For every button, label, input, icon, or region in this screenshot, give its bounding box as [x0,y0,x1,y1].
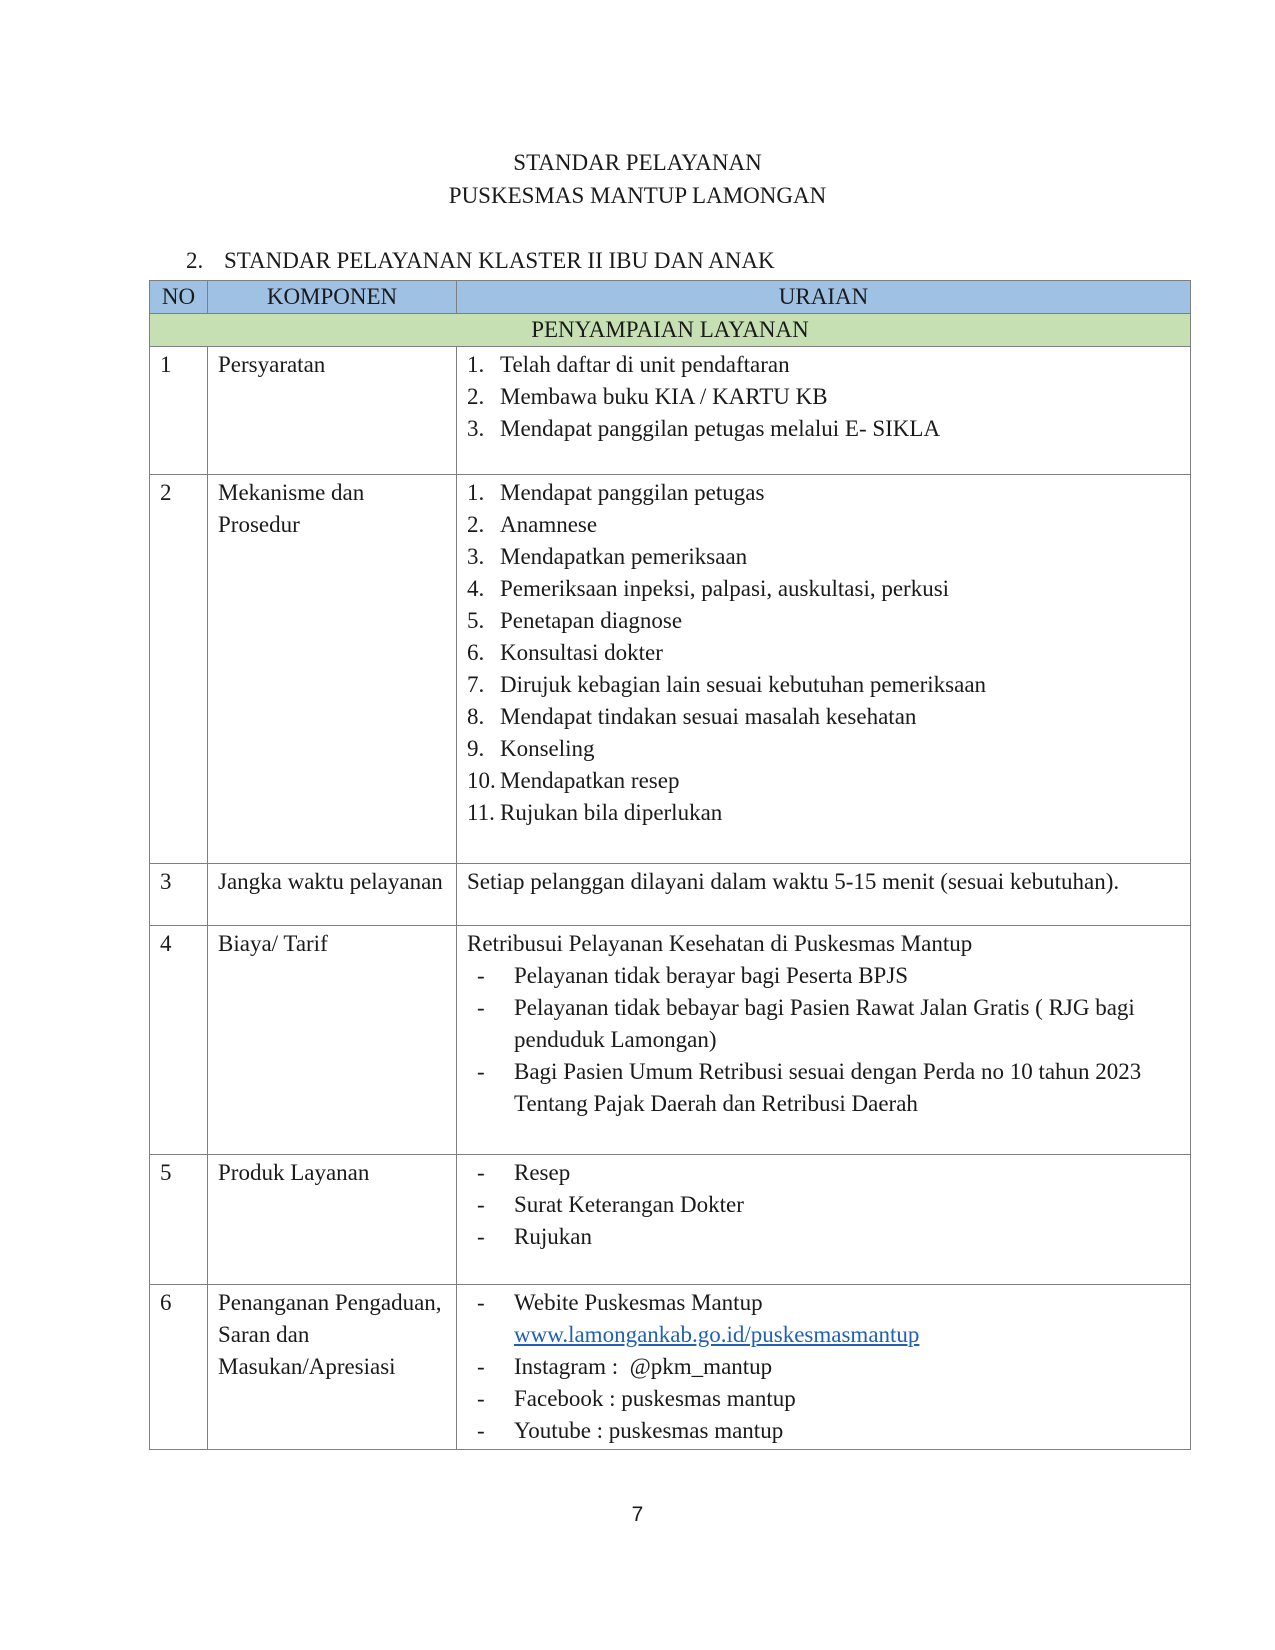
list-item: 10. Mendapatkan resep [467,768,680,793]
list-item: 9. Konseling [467,736,595,761]
subheader-penyampaian-layanan: PENYAMPAIAN LAYANAN [150,314,1191,347]
list-item: - Surat Keterangan Dokter [477,1192,744,1217]
document-subtitle: PUSKESMAS MANTUP LAMONGAN [448,183,827,208]
list-item: 5. Penetapan diagnose [467,608,683,633]
table-row [150,1155,1191,1285]
row-komponen: Biaya/ Tarif [208,926,457,1155]
list-item: - Pelayanan tidak bebayar bagi Pasien Rawat Jalan Gratis ( RJG bagi penduduk Lamongan) [477,995,1135,1052]
table-header-row [150,281,1191,314]
website-label: Webite Puskesmas Mantup [514,1290,763,1315]
list-item: - Facebook : puskesmas mantup [477,1386,796,1411]
header-komponen: KOMPONEN [208,281,457,314]
row-uraian [457,1155,1191,1285]
row-uraian [457,347,1191,475]
row-komponen: Penanganan Pengaduan, Saran dan Masukan/Apresiasi [208,1285,457,1450]
row-komponen: Mekanisme dan Prosedur [208,475,457,864]
section-number: 2. [186,248,204,273]
row-uraian [457,475,1191,864]
list-item: 3. Mendapat panggilan petugas melalui E- SIKLA [467,416,941,441]
list-item: - Instagram : @pkm_mantup [477,1354,773,1379]
table-row [150,926,1191,1155]
list-item: - Youtube : puskesmas mantup [477,1418,784,1443]
list-item: 4. Pemeriksaan inpeksi, palpasi, auskultasi, perkusi [467,576,950,601]
list-item: - Webite Puskesmas Mantup www.lamongankab.go.id/puskesmasmantup [477,1290,920,1347]
list-item: 1. Telah daftar di unit pendaftaran [467,352,790,377]
row-uraian: Setiap pelanggan dilayani dalam waktu 5-15 menit (sesuai kebutuhan). [457,864,1191,926]
table-row [150,347,1191,475]
row-uraian [457,1285,1191,1450]
row-komponen: Produk Layanan [208,1155,457,1285]
row-intro: Retribusui Pelayanan Kesehatan di Puskesmas Mantup [467,931,973,956]
header-no: NO [150,281,208,314]
list-item: 2. Membawa buku KIA / KARTU KB [467,384,828,409]
list-item: 2. Anamnese [467,512,598,537]
list-item: 11. Rujukan bila diperlukan [467,800,723,825]
list-item: - Pelayanan tidak berayar bagi Peserta BPJS [477,963,909,988]
row-uraian [457,926,1191,1155]
list-item: 7. Dirujuk kebagian lain sesuai kebutuhan pemeriksaan [467,672,987,697]
service-standard-table [149,280,1191,1450]
row-number: 6 [150,1285,208,1450]
list-item: 8. Mendapat tindakan sesuai masalah kesehatan [467,704,917,729]
header-uraian: URAIAN [457,281,1191,314]
table-subheader-row [150,314,1191,347]
row-komponen: Jangka waktu pelayanan [208,864,457,926]
row-number: 2 [150,475,208,864]
row-number: 4 [150,926,208,1155]
website-link[interactable]: www.lamongankab.go.id/puskesmasmantup [514,1322,920,1347]
list-item: - Bagi Pasien Umum Retribusi sesuai dengan Perda no 10 tahun 2023 Tentang Pajak Daerah dan Retribusi Daerah [477,1059,1142,1116]
list-item: 1. Mendapat panggilan petugas [467,480,765,505]
table-row [150,864,1191,926]
row-komponen: Persyaratan [208,347,457,475]
table-row [150,475,1191,864]
list-item: 6. Konsultasi dokter [467,640,663,665]
row-number: 5 [150,1155,208,1285]
section-title: STANDAR PELAYANAN KLASTER II IBU DAN ANAK [224,248,775,273]
row-number: 1 [150,347,208,475]
list-item: - Rujukan [477,1224,592,1249]
section-heading [186,246,775,276]
list-item: - Resep [477,1160,571,1185]
table-row [150,1285,1191,1450]
list-item: 3. Mendapatkan pemeriksaan [467,544,748,569]
page-number: 7 [631,1503,644,1526]
document-title: STANDAR PELAYANAN [513,150,762,175]
row-number: 3 [150,864,208,926]
